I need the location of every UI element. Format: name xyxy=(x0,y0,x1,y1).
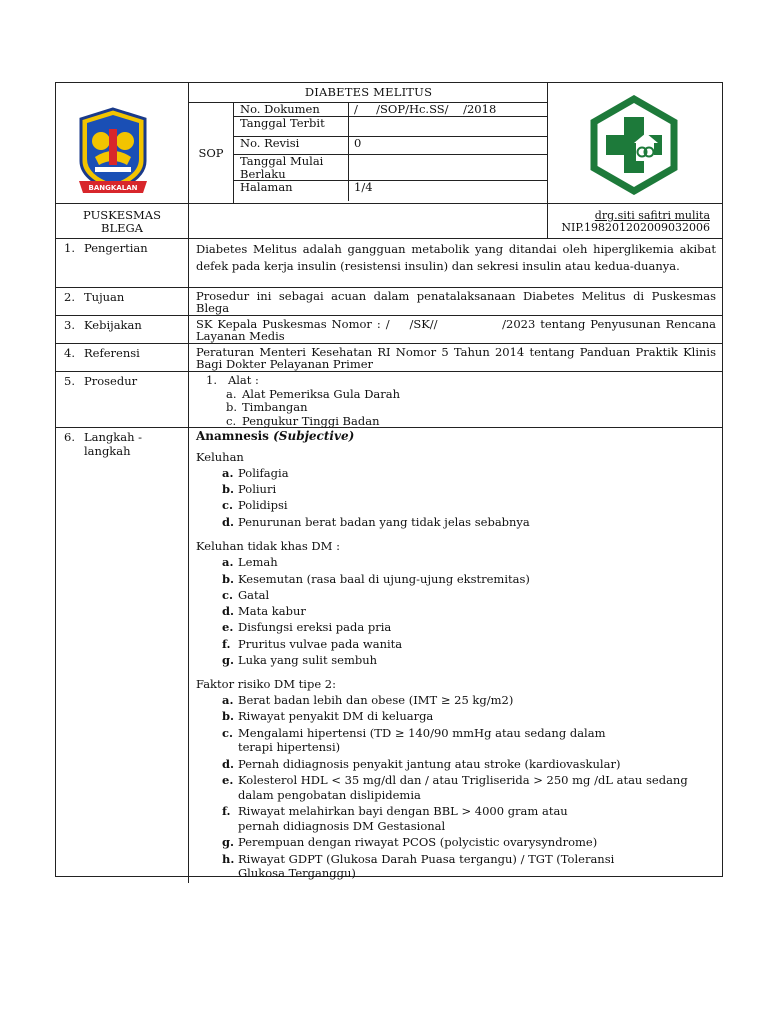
row-content: SK Kepala Puskesmas Nomor : / /SK// /2023 tentang Penyusunan Rencana Layanan Medis xyxy=(196,317,720,343)
group-heading: Faktor risiko DM tipe 2: xyxy=(196,677,336,692)
sop-row-langkah xyxy=(56,428,722,881)
sop-document xyxy=(55,82,723,881)
list-item: a. Alat Pemeriksa Gula Darah xyxy=(226,386,401,401)
meta-key: Halaman xyxy=(234,181,349,201)
sop-row-referensi xyxy=(56,344,722,372)
list-item: c. Pengukur Tinggi Badan xyxy=(226,413,380,428)
meta-key: No. Dokumen xyxy=(234,103,349,117)
list-item: a. Polifagia xyxy=(222,465,289,480)
row-number: 3. xyxy=(64,318,75,332)
sop-row-kebijakan xyxy=(56,316,722,344)
list-item: c. Polidipsi xyxy=(222,498,288,513)
puskesmas-logo-cell xyxy=(548,83,724,203)
row-number: 5. xyxy=(64,374,75,388)
list-item: b. Riwayat penyakit DM di keluarga xyxy=(222,709,434,724)
group-heading: Keluhan tidak khas DM : xyxy=(196,538,340,553)
group-heading: Keluhan xyxy=(196,449,244,464)
list-item: a. Berat badan lebih dan obese (IMT ≥ 25 kg/m2) xyxy=(222,692,514,707)
row-label: Tujuan xyxy=(84,290,125,304)
list-item: g. Perempuan dengan riwayat PCOS (polycistic ovarysyndrome) xyxy=(222,835,598,850)
list-item: c. Mengalami hipertensi (TD ≥ 140/90 mmHg atau sedang dalam terapi hipertensi) xyxy=(222,725,606,755)
keluhan-group xyxy=(196,449,716,530)
list-item: b. Poliuri xyxy=(222,482,277,497)
sop-label: SOP xyxy=(189,103,234,203)
row-label: Pengertian xyxy=(84,241,148,255)
keluhan-tidak-khas-list xyxy=(196,554,716,668)
list-item: f. Riwayat melahirkan bayi dengan BBL > 4000 gram atau pernah didiagnosis DM Gestasional xyxy=(222,804,568,833)
header-blank xyxy=(189,204,548,238)
row-number: 2. xyxy=(64,290,75,304)
list-item: d. Mata kabur xyxy=(222,604,306,619)
meta-value xyxy=(349,155,548,181)
meta-value: 1/4 xyxy=(354,181,373,194)
bangkalan-emblem-icon xyxy=(73,105,153,197)
list-item: h. Riwayat GDPT (Glukosa Darah Puasa tergangu) / TGT (Toleransi Glukosa Terganggu) xyxy=(222,851,615,881)
bangkalan-logo-cell xyxy=(56,83,189,203)
list-item: g. Luka yang sulit sembuh xyxy=(222,653,378,668)
list-item: d. Pernah didiagnosis penyakit jantung atau stroke (kardiovaskular) xyxy=(222,756,621,771)
row-content: Diabetes Melitus adalah gangguan metabolik yang ditandai oleh hiperglikemia akibat defek pada kerja insulin (resistensi insulin) dan sekresi insulin atau kedua-duanya. xyxy=(196,242,716,273)
document-title: DIABETES MELITUS xyxy=(189,83,548,103)
sop-row-prosedur xyxy=(56,372,722,428)
row-number: 1. xyxy=(64,241,75,255)
emblem-caption: BANGKALAN xyxy=(88,184,138,192)
header-middle xyxy=(189,83,548,203)
puskesmas-hexagon-cross-icon xyxy=(584,95,684,195)
row-number: 4. xyxy=(64,346,75,360)
row-label: Referensi xyxy=(84,346,140,360)
sop-header xyxy=(55,82,723,204)
meta-value: 0 xyxy=(349,137,548,155)
meta-value: / /SOP/Hc.SS/ /2018 xyxy=(349,103,548,117)
list-item: e. Kolesterol HDL < 35 mg/dl dan / atau Trigliserida > 250 mg /dL atau sedang dalam pengobatan dislipidemia xyxy=(222,773,688,802)
signatory-name: drg.siti safitri mulita xyxy=(594,209,710,222)
prosedur-heading: 1. Alat : xyxy=(206,373,259,387)
list-item: b. Kesemutan (rasa baal di ujung-ujung ekstremitas) xyxy=(222,571,530,586)
faktor-risiko-list xyxy=(196,693,716,881)
signature-block xyxy=(548,204,724,238)
list-item: b. Timbangan xyxy=(226,400,308,414)
header-row-2 xyxy=(55,204,723,239)
row-content xyxy=(189,428,724,883)
list-item: e. Disfungsi ereksi pada pria xyxy=(222,620,392,635)
row-content: Peraturan Menteri Kesehatan RI Nomor 5 Tahun 2014 tentang Panduan Praktik Klinis Bagi Dokter Pelayanan Primer xyxy=(196,345,716,371)
anamnesis-title: Anamnesis (Subjective) xyxy=(196,429,355,443)
list-item: c. Gatal xyxy=(222,587,270,602)
keluhan-tidak-khas-group xyxy=(196,538,716,668)
meta-value xyxy=(349,117,548,137)
row-content: Prosedur ini sebagai acuan dalam penatalaksanaan Diabetes Melitus di Puskesmas Blega xyxy=(196,289,716,315)
keluhan-list xyxy=(196,465,716,530)
list-item: d. Penurunan berat badan yang tidak jelas sebabnya xyxy=(222,514,530,529)
row-label: Langkah - langkah xyxy=(84,430,143,458)
meta-key: No. Revisi xyxy=(234,137,349,155)
faktor-risiko-group xyxy=(196,676,716,880)
list-item: a. Lemah xyxy=(222,555,278,570)
sop-row-tujuan xyxy=(56,288,722,316)
meta-key: Tanggal Terbit xyxy=(234,117,349,137)
row-label: Prosedur xyxy=(84,374,138,388)
signatory-nip: NIP.198201202009032006 xyxy=(561,221,710,234)
row-number: 6. xyxy=(64,430,75,444)
row-content xyxy=(189,372,724,430)
row-label: Kebijakan xyxy=(84,318,142,332)
document-meta xyxy=(234,103,548,203)
list-item: f. Pruritus vulvae pada wanita xyxy=(222,636,403,651)
sop-row-pengertian xyxy=(56,239,722,288)
meta-key: Tanggal Mulai Berlaku xyxy=(234,155,349,181)
puskesmas-name: PUSKESMAS BLEGA xyxy=(56,204,189,238)
sop-body xyxy=(55,239,723,881)
alat-list xyxy=(196,388,716,429)
